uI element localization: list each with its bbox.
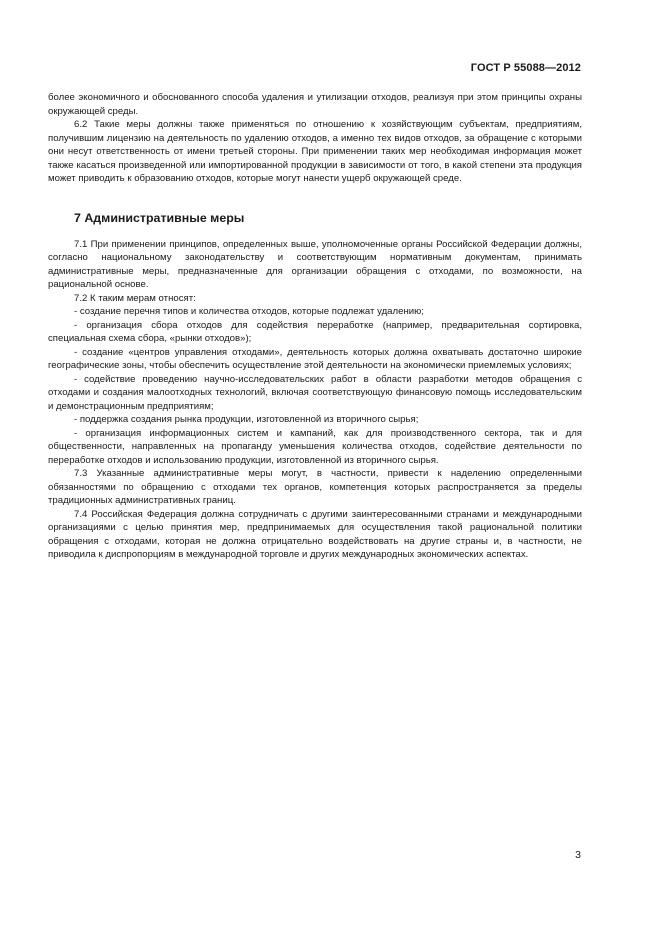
standard-code-header: ГОСТ Р 55088—2012	[470, 62, 581, 74]
paragraph-7-1: 7.1 При применении принципов, определенных выше, уполномоченные органы Российской Федерации должны, согласно национальному законодательству и соответствующим нормативным документам, принимать административные меры, предназначенные для организации обращения с отходами, по возможности, на рациональной основе.	[48, 238, 582, 290]
paragraph-continuation: более экономичного и обоснованного способа удаления и утилизации отходов, реализуя при этом принципы охраны окружающей среды.	[48, 92, 582, 117]
list-item-information-campaigns: - организация информационных систем и кампаний, как для производственного сектора, так и для общественности, направленных на пропаганду уменьшения количества отходов, содействие деятельности по переработке отходов и использованию продукции, изготовленной из вторичного сырья.	[48, 427, 582, 466]
section-7-title: 7 Административные меры	[74, 210, 245, 225]
paragraph-7-2: 7.2 К таким мерам относят:	[74, 292, 196, 304]
list-item-waste-inventory: - создание перечня типов и количества отходов, которые подлежат удалению;	[74, 306, 424, 317]
paragraph-7-4: 7.4 Российская Федерация должна сотрудничать с другими заинтересованными странами и международными организациями с целью принятия мер, предпринимаемых для осуществления такой рациональной политики обращения с отходами, которая не должна отрицательно воздействовать на другие страны и, в частности, не приводила к диспропорциям в международной торговле и других международных экономических аспектах.	[48, 508, 582, 560]
paragraph-6-2: 6.2 Такие меры должны также применяться по отношению к хозяйствующим субъектам, предприятиям, получившим лицензию на деятельность по удалению отходов, а именно тех видов отходов, за обращение с которыми они несут ответственность от имени третьей стороны. При применении таких мер необходимая информация может также касаться произведенной или импортированной продукции в зависимости от того, в какой степени эта продукция может приводить к образованию отходов, которые могут нанести ущерб окружающей среде.	[48, 119, 582, 184]
list-item-waste-management-centers: - создание «центров управления отходами», деятельность которых должна охватывать достаточно широкие географические зоны, чтобы обеспечить осуществление этой деятельности на экономически приемлемых условиях;	[48, 346, 582, 371]
document-body	[48, 91, 582, 562]
list-item-recycled-market: - поддержка создания рынка продукции, изготовленной из вторичного сырья;	[74, 414, 419, 425]
paragraph-7-3: 7.3 Указанные административные меры могут, в частности, привести к наделению определенными обязанностями по обращению с отходами тех органов, компетенция которых распространяется за пределы традиционных административных границ.	[48, 468, 582, 506]
list-item-waste-collection: - организация сбора отходов для содействия переработке (например, предварительная сортировка, специальная схема сбора, «рынки отходов»);	[48, 319, 582, 344]
page-number: 3	[575, 849, 581, 861]
list-item-research-support: - содействие проведению научно-исследовательских работ в области разработки методов обращения с отходами и создания малоотходных технологий, включая соответствующую финансовую помощь исследовательским и демонстрационным предприятиям;	[48, 373, 582, 412]
